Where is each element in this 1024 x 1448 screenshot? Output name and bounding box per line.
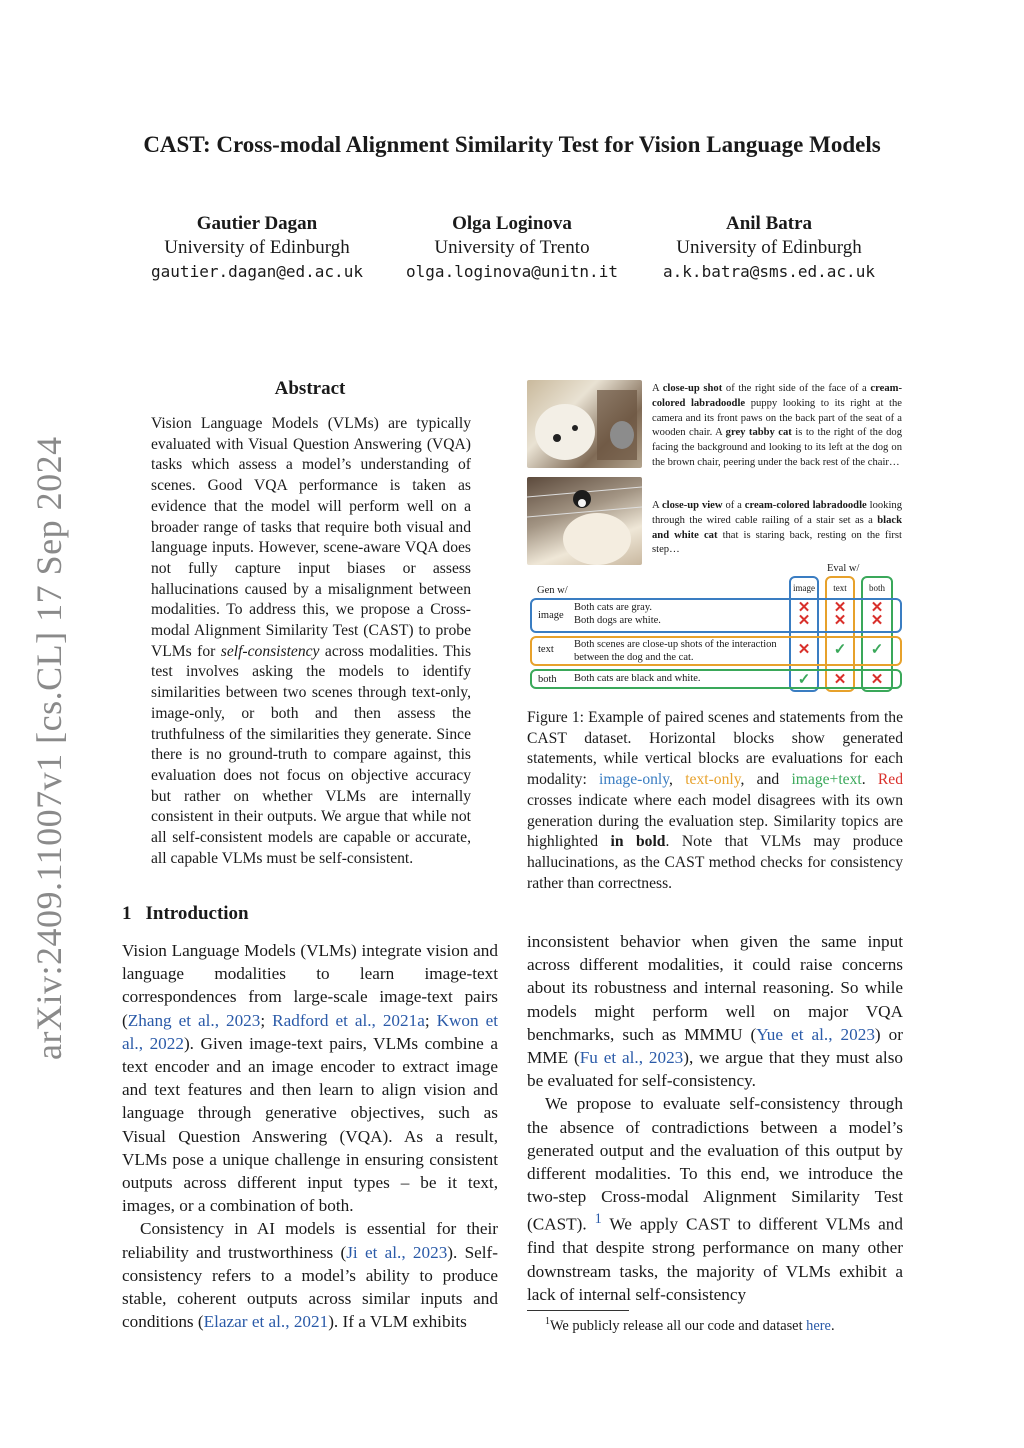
statement: Both cats are black and white.	[574, 673, 701, 684]
cross-mark: ✕	[833, 672, 847, 688]
cross-mark: ✕	[833, 600, 847, 616]
author-affiliation: University of Trento	[434, 237, 590, 258]
arxiv-stamp: arXiv:2409.11007v1 [cs.CL] 17 Sep 2024	[29, 436, 69, 1060]
author-affiliation: University of Edinburgh	[676, 237, 862, 258]
author-email[interactable]: gautier.dagan@ed.ac.uk	[151, 262, 363, 281]
photo-illustration	[527, 477, 642, 565]
paper-title: CAST: Cross-modal Alignment Similarity Test for Vision Language Models	[143, 132, 881, 157]
figure-1	[527, 380, 903, 700]
dog-cat-photo-2	[527, 477, 642, 565]
paragraph: inconsistent behavior when given the same input across different modalities, it could raise concerns about its robustness and internal reasoning. So while models might perform well on major VQA benchmarks, such as MMMU (Yue et al., 2023) or MME (Fu et al., 2023), we argue that they must also be evaluated for self-consistency.	[527, 932, 903, 1091]
photo-illustration	[527, 380, 642, 468]
col-head-image: image	[793, 583, 815, 593]
author-email[interactable]: olga.loginova@unitn.it	[406, 262, 618, 281]
gen-header: Gen w/	[537, 585, 568, 596]
statement: Both scenes are close-up shots of the interaction between the dog and the cat.	[574, 639, 777, 663]
row-label-both: both	[538, 674, 557, 685]
footnote-marker[interactable]: 1	[594, 1211, 602, 1228]
statement: Both dogs are white.	[574, 615, 661, 626]
author-name: Olga Loginova	[452, 213, 572, 234]
author-block	[639, 212, 899, 284]
figure-caption: Figure 1: Example of paired scenes and statements from the CAST dataset. Horizontal blocks show generated statements, while vertical blocks are evaluations for each modality: image-only, text-only, and image+text. Red crosses indicate where each model disagrees with its own generation during the evaluation step. Similarity topics are highlighted in bold. Note that VLMs may produce hallucinations, as the CAST method checks for consistency rather than correctness.	[527, 709, 903, 892]
col-head-text: text	[833, 583, 847, 593]
abstract-heading: Abstract	[274, 378, 346, 399]
author-name: Gautier Dagan	[196, 213, 318, 234]
cross-mark: ✕	[797, 642, 811, 658]
author-block	[382, 212, 642, 284]
footnote-rule	[527, 1310, 629, 1311]
check-mark: ✓	[870, 642, 884, 658]
citation-link[interactable]: Yue et al., 2023	[756, 1024, 875, 1044]
check-mark: ✓	[797, 672, 811, 688]
author-name: Anil Batra	[725, 213, 813, 234]
citation-link[interactable]: Kwon et al., 2022	[122, 1010, 498, 1053]
dog-cat-photo-1	[527, 380, 642, 468]
row-label-text: text	[538, 644, 554, 655]
abstract-emphasis: self-consistency	[220, 642, 320, 660]
paragraph: We propose to evaluate self-consistency through the absence of contradictions between a model’s generated output and the evaluation of this output by different modalities. To this end, we introduce the two-step Cross-modal Alignment Similarity Test (CAST). $^1$ We apply CAST to different VLMs and find that despite strong performance on many other downstream tasks, the majority of VLMs exhibit a lack of internal self-consistency	[527, 1094, 903, 1304]
paragraph: Consistency in AI models is essential for their reliability and trustworthiness (Ji et al., 2023). Self-consistency refers to a model’s ability to produce stable, coherent outputs across similar inputs and conditions (Elazar et al., 2021). If a VLM exhibits	[122, 1219, 499, 1332]
cross-mark: ✕	[797, 613, 811, 629]
paragraph: Vision Language Models (VLMs) integrate vision and language modalities to learn image-text correspondences from large-scale image-text pairs (Zhang et al., 2023; Radford et al., 2021a; Kwon et al., 2022). Given image-text pairs, VLMs combine a text encoder and an image encoder to extract image and text features and then learn to align vision and language through generative objectives, such as Visual Question Answering (VQA). As a result, VLMs pose a unique challenge in ensuring consistent outputs across different input types – be it text, images, or a combination of both.	[122, 941, 499, 1216]
cross-mark: ✕	[870, 600, 884, 616]
author-block	[127, 212, 387, 284]
scene-description-1: A close-up shot of the right side of the face of a cream-colored labradoodle puppy looking to its right at the camera and its front paws on the back part of the seat of a wooden chair. A grey tabby cat is to the right of the dog facing the background and looking to its left at the dog on the brown chair, peering under the back rest of the chair…	[652, 383, 902, 468]
cross-mark: ✕	[797, 600, 811, 616]
citation-link[interactable]: Elazar et al., 2021	[203, 1312, 329, 1332]
scene-description-2: A close-up view of a cream-colored labradoodle looking through the wired cable railing of a stair set as a black and white cat that is staring back, resting on the first step…	[652, 500, 902, 556]
citation-link[interactable]: Radford et al., 2021a	[272, 1010, 425, 1030]
col-head-both: both	[868, 583, 885, 593]
abstract-text: Vision Language Models (VLMs) are typically evaluated with Visual Question Answering (VQA) tasks which assess a model’s understanding of scenes. Good VQA performance is taken as evidence that the model will perform well on a broader range of tasks that require both visual and language inputs. However, scene-aware VQA does not fully capture input biases or assess hallucinations caused by a misalignment between modalities. To address this, we propose a Cross-modal Alignment Similarity Test (CAST) to probe VLMs for self-consistency across modalities. This test involves asking the models to identify similarities between two scenes through text-only, image-only, or both and then assess the truthfulness of the similarities they generate. Since there is no ground-truth to compare against, this evaluation does not focus on objective accuracy but rather on whether VLMs are internally consistent in their outputs. We argue that while not all self-consistent models are capable or accurate, all capable VLMs must be self-consistent.	[151, 415, 472, 867]
eval-header: Eval w/	[827, 563, 860, 574]
citation-link[interactable]: Zhang et al., 2023	[127, 1010, 261, 1030]
citation-link[interactable]: Fu et al., 2023	[579, 1048, 684, 1068]
dataset-link[interactable]: here	[806, 1317, 831, 1334]
author-affiliation: University of Edinburgh	[164, 237, 350, 258]
cross-mark: ✕	[833, 613, 847, 629]
statement: Both cats are gray.	[574, 602, 653, 613]
intro-left-column	[122, 939, 498, 1333]
intro-right-column	[527, 930, 903, 1306]
author-email[interactable]: a.k.batra@sms.ed.ac.uk	[663, 262, 875, 281]
cross-mark: ✕	[870, 613, 884, 629]
check-mark: ✓	[833, 642, 847, 658]
footnote: $^1$We publicly release all our code and dataset here.	[545, 1316, 835, 1334]
section-heading: 1 Introduction	[122, 903, 249, 924]
cross-mark: ✕	[870, 672, 884, 688]
citation-link[interactable]: Ji et al., 2023	[346, 1242, 448, 1262]
row-label-image: image	[538, 610, 564, 621]
